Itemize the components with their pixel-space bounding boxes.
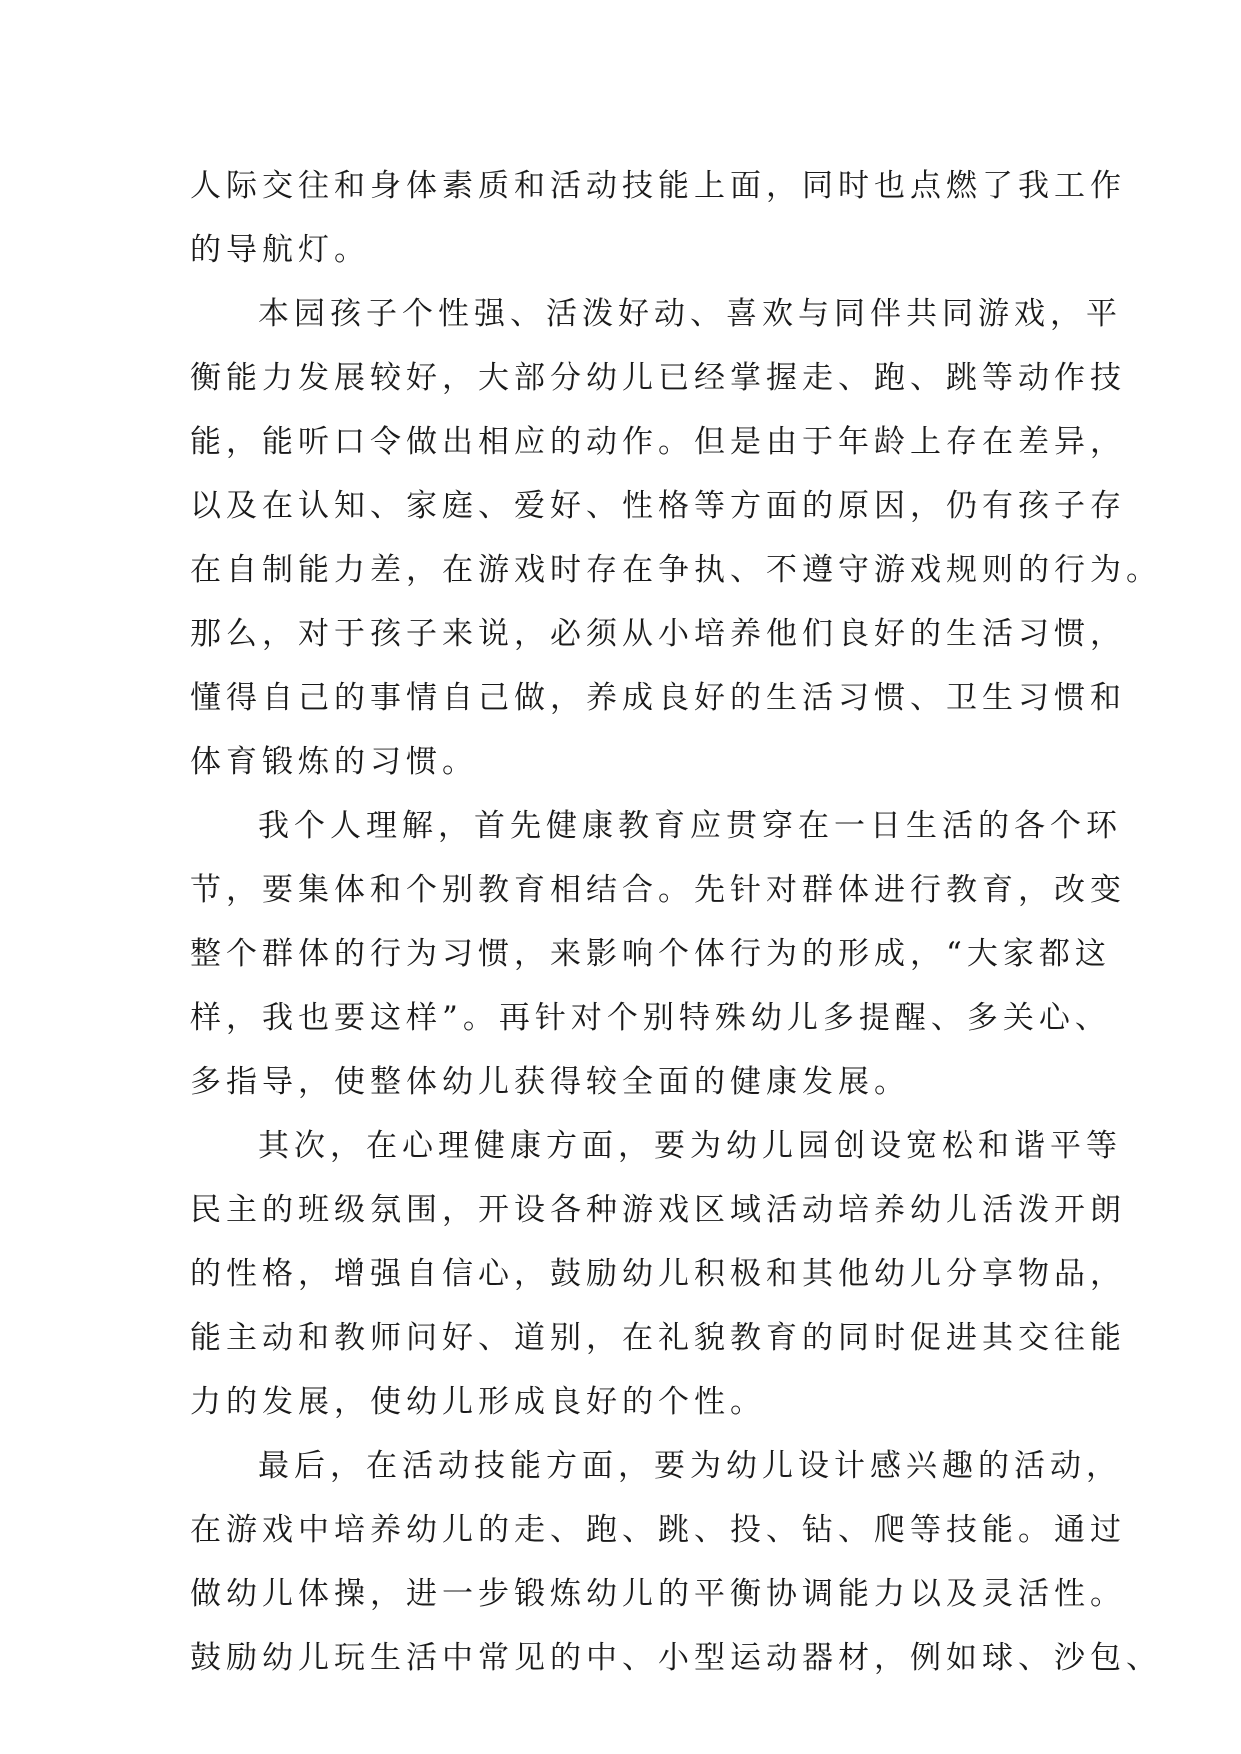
text-line: 做幼儿体操，进一步锻炼幼儿的平衡协调能力以及灵活性。 (190, 1576, 1126, 1612)
text-line: 整个群体的行为习惯，来影响个体行为的形成，“大家都这 (190, 936, 1111, 972)
text-line: 多指导，使整体幼儿获得较全面的健康发展。 (190, 1064, 910, 1100)
text-line: 在自制能力差，在游戏时存在争执、不遵守游戏规则的行为。 (190, 552, 1162, 588)
text-line: 那么，对于孩子来说，必须从小培养他们良好的生活习惯， (190, 616, 1126, 652)
text-line: 懂得自己的事情自己做，养成良好的生活习惯、卫生习惯和 (190, 680, 1126, 716)
text-line: 体育锻炼的习惯。 (190, 744, 478, 780)
text-line: 人际交往和身体素质和活动技能上面，同时也点燃了我工作 (190, 168, 1126, 204)
body-text (190, 154, 1162, 1690)
text-line: 在游戏中培养幼儿的走、跑、跳、投、钻、爬等技能。通过 (190, 1512, 1126, 1548)
text-line: 能主动和教师问好、道别，在礼貌教育的同时促进其交往能 (190, 1320, 1126, 1356)
text-line: 以及在认知、家庭、爱好、性格等方面的原因，仍有孩子存 (190, 488, 1126, 524)
text-line: 民主的班级氛围，开设各种游戏区域活动培养幼儿活泼开朗 (190, 1192, 1126, 1228)
paragraph-first-line: 最后，在活动技能方面，要为幼儿设计感兴趣的活动， (258, 1448, 1122, 1484)
paragraph-first-line: 我个人理解，首先健康教育应贯穿在一日生活的各个环 (258, 808, 1122, 844)
text-line: 节，要集体和个别教育相结合。先针对群体进行教育，改变 (190, 872, 1126, 908)
paragraph-first-line: 本园孩子个性强、活泼好动、喜欢与同伴共同游戏，平 (258, 296, 1122, 332)
text-line: 能，能听口令做出相应的动作。但是由于年龄上存在差异， (190, 424, 1126, 460)
text-line: 力的发展，使幼儿形成良好的个性。 (190, 1384, 766, 1420)
text-line: 鼓励幼儿玩生活中常见的中、小型运动器材，例如球、沙包、 (190, 1640, 1162, 1676)
text-line: 衡能力发展较好，大部分幼儿已经掌握走、跑、跳等动作技 (190, 360, 1126, 396)
text-line: 的性格，增强自信心，鼓励幼儿积极和其他幼儿分享物品， (190, 1256, 1126, 1292)
text-line: 样，我也要这样”。再针对个别特殊幼儿多提醒、多关心、 (190, 1000, 1111, 1036)
paragraph-first-line: 其次，在心理健康方面，要为幼儿园创设宽松和谐平等 (258, 1128, 1122, 1164)
text-line: 的导航灯。 (190, 232, 370, 268)
